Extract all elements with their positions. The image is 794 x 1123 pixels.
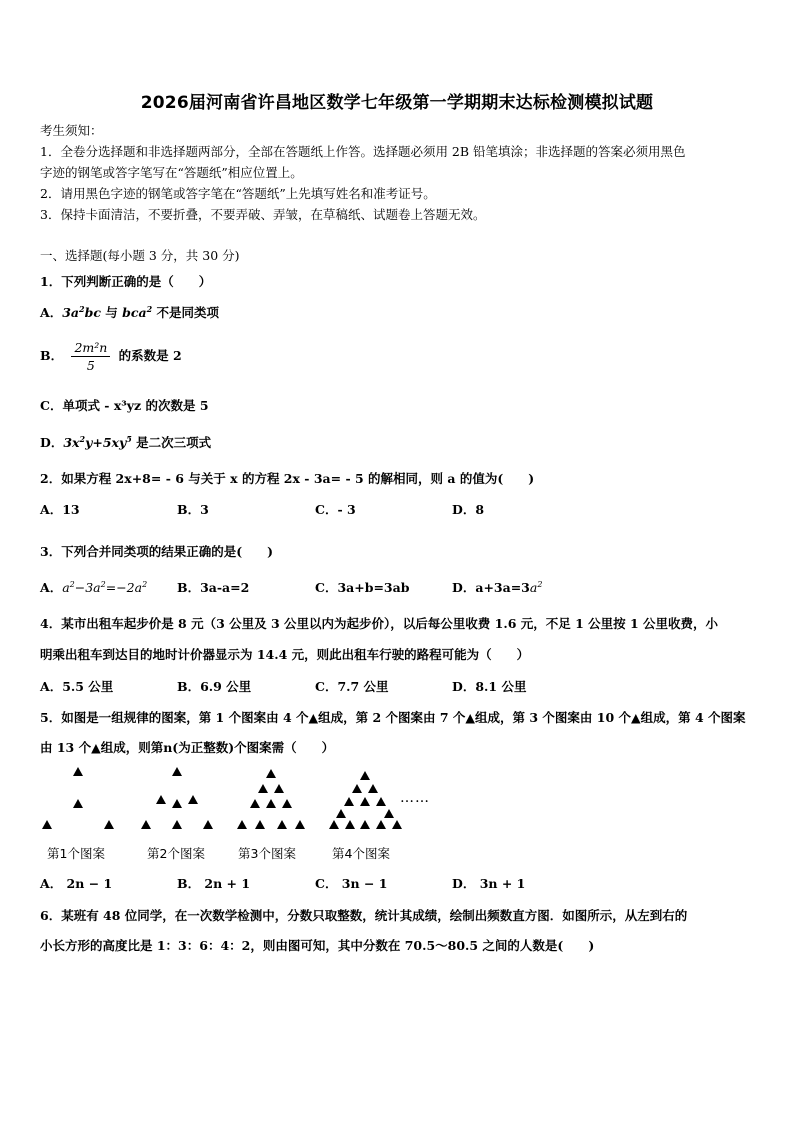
pattern-ellipsis: …… bbox=[400, 790, 430, 806]
triangle-icon bbox=[258, 784, 268, 793]
q2-option-c[interactable]: C．- 3 bbox=[315, 502, 356, 517]
q3-stem: 3．下列合并同类项的结果正确的是( ) bbox=[40, 544, 274, 559]
notice-item-1a: 1．全卷分选择题和非选择题两部分，全部在答题纸上作答。选择题必须用 2B 铅笔填涂；非选择题的答案必须用黑色 bbox=[40, 144, 686, 159]
q1-option-a[interactable]: A．$3a^2bc$ 与 bca$^2$ 不是同类项 bbox=[40, 303, 220, 320]
triangle-icon bbox=[42, 820, 52, 829]
q1-b-denominator: 5 bbox=[86, 358, 95, 373]
q3-a-tag: A． bbox=[40, 580, 63, 595]
q2-option-b[interactable]: B．3 bbox=[177, 502, 209, 517]
q1-a-text: 不是同类项 bbox=[152, 305, 220, 320]
triangle-icon bbox=[376, 797, 386, 806]
q3-option-a[interactable] bbox=[40, 578, 147, 596]
pattern-caption-4: 第4个图案 bbox=[332, 846, 390, 861]
q1-d-expr: $3x^2y+5xy^5$ bbox=[63, 433, 132, 450]
triangle-icon bbox=[352, 784, 362, 793]
q4-line-1: 4．某市出租车起步价是 8 元（3 公里及 3 公里以内为起步价），以后每公里收费 1.6 元，不足 1 公里按 1 公里收费，小 bbox=[40, 616, 719, 631]
q1-a-expr2: bca$^2$ bbox=[122, 303, 153, 320]
q1-d-text: 是二次三项式 bbox=[136, 435, 212, 450]
triangle-icon bbox=[104, 820, 114, 829]
q2-stem: 2．如果方程 2x+8= - 6 与关于 x 的方程 2x - 3a= - 5 的解相同，则 a 的值为( ) bbox=[40, 471, 535, 486]
q1-option-b[interactable] bbox=[40, 340, 182, 373]
triangle-icon bbox=[360, 797, 370, 806]
q1-b-fraction bbox=[71, 340, 110, 373]
triangle-icon bbox=[274, 784, 284, 793]
triangle-icon bbox=[295, 820, 305, 829]
q6-line-1: 6．某班有 48 位同学，在一次数学检测中，分数只取整数，统计其成绩，绘制出频数直方图．如图所示，从左到右的 bbox=[40, 908, 688, 923]
q3-d-expr: $a^2$ bbox=[529, 579, 543, 595]
q1-b-text: 的系数是 2 bbox=[118, 348, 182, 363]
q1-stem: 1．下列判断正确的是（ ） bbox=[40, 274, 212, 289]
q1-b-numerator: 2m²n bbox=[71, 340, 110, 357]
q1-option-d[interactable] bbox=[40, 433, 211, 451]
triangle-icon bbox=[250, 799, 260, 808]
triangle-icon bbox=[203, 820, 213, 829]
q5-option-d[interactable]: D． 3n + 1 bbox=[452, 876, 526, 891]
triangle-icon bbox=[384, 809, 394, 818]
pattern-caption-3: 第3个图案 bbox=[238, 846, 296, 861]
triangle-icon bbox=[329, 820, 339, 829]
triangle-icon bbox=[172, 799, 182, 808]
triangle-icon bbox=[344, 797, 354, 806]
triangle-icon bbox=[368, 784, 378, 793]
q4-option-c[interactable]: C．7.7 公里 bbox=[315, 679, 389, 694]
q5-option-b[interactable]: B． 2n + 1 bbox=[177, 876, 251, 891]
q3-option-c[interactable]: C．3a+b=3ab bbox=[315, 580, 410, 595]
triangle-icon bbox=[141, 820, 151, 829]
q5-line-2: 由 13 个▲组成，则第n(为正整数)个图案需（ ） bbox=[40, 740, 335, 755]
pattern-2 bbox=[141, 767, 213, 829]
triangle-icon bbox=[266, 799, 276, 808]
q1-c-tag: C． bbox=[40, 398, 63, 413]
pattern-4 bbox=[329, 771, 402, 829]
triangle-icon bbox=[282, 799, 292, 808]
triangle-icon bbox=[255, 820, 265, 829]
q4-option-d[interactable]: D．8.1 公里 bbox=[452, 679, 527, 694]
pattern-caption-2: 第2个图案 bbox=[147, 846, 205, 861]
q4-option-a[interactable]: A．5.5 公里 bbox=[40, 679, 114, 694]
pattern-3 bbox=[237, 769, 305, 829]
triangle-icon bbox=[188, 795, 198, 804]
triangle-icon bbox=[172, 820, 182, 829]
q3-a-expr: $a^2-3a^2=-2a^2$ bbox=[62, 579, 148, 595]
triangle-icon bbox=[73, 767, 83, 776]
notice-item-1b: 字迹的钢笔或答字笔写在“答题纸”相应位置上。 bbox=[40, 165, 303, 180]
q1-a-expr: $3a^2bc$ bbox=[62, 303, 101, 320]
q3-option-b[interactable]: B．3a-a=2 bbox=[177, 580, 250, 595]
q1-option-c[interactable] bbox=[40, 396, 209, 414]
q4-option-b[interactable]: B．6.9 公里 bbox=[177, 679, 252, 694]
q2-option-d[interactable]: D．8 bbox=[452, 502, 485, 517]
triangle-icon bbox=[73, 799, 83, 808]
q4-line-2: 明乘出租车到达目的地时计价器显示为 14.4 元，则此出租车行驶的路程可能为（ ） bbox=[40, 647, 530, 662]
pattern-1 bbox=[42, 767, 114, 829]
triangle-icon bbox=[237, 820, 247, 829]
triangle-icon bbox=[360, 771, 370, 780]
triangle-icon bbox=[392, 820, 402, 829]
q5-option-a[interactable]: A． 2n − 1 bbox=[40, 876, 113, 891]
notice-item-2: 2．请用黑色字迹的钢笔或答字笔在“答题纸”上先填写姓名和准考证号。 bbox=[40, 186, 436, 201]
q3-d-tag: D．a+3a=3 bbox=[452, 580, 530, 595]
q1-d-tag: D． bbox=[40, 435, 64, 450]
notice-heading: 考生须知： bbox=[40, 123, 103, 138]
q5-line-1: 5．如图是一组规律的图案，第 1 个图案由 4 个▲组成，第 2 个图案由 7 个▲组成，第 3 个图案由 10 个▲组成，第 4 个图案 bbox=[40, 710, 746, 725]
triangle-icon bbox=[360, 820, 370, 829]
q3-option-d[interactable] bbox=[452, 578, 542, 596]
triangle-icon bbox=[266, 769, 276, 778]
section-heading: 一、选择题(每小题 3 分，共 30 分) bbox=[40, 248, 240, 263]
pattern-caption-1: 第1个图案 bbox=[47, 846, 105, 861]
triangle-icon bbox=[277, 820, 287, 829]
q5-option-c[interactable]: C． 3n − 1 bbox=[315, 876, 388, 891]
notice-item-3: 3．保持卡面清洁，不要折叠，不要弄破、弄皱，在草稿纸、试题卷上答题无效。 bbox=[40, 207, 486, 222]
triangle-icon bbox=[345, 820, 355, 829]
q1-a-tag: A． bbox=[40, 305, 63, 320]
triangle-icon bbox=[336, 809, 346, 818]
triangle-icon bbox=[376, 820, 386, 829]
q1-b-tag: B． bbox=[40, 348, 64, 363]
q6-line-2: 小长方形的高度比是 1：3：6：4：2，则由图可知，其中分数在 70.5～80.5 之间的人数是( ) bbox=[40, 938, 595, 953]
page-title: 2026届河南省许昌地区数学七年级第一学期期末达标检测模拟试题 bbox=[140, 93, 654, 113]
triangle-icon bbox=[156, 795, 166, 804]
q1-c-text: 单项式 - x³yz 的次数是 5 bbox=[62, 398, 209, 413]
triangle-icon bbox=[172, 767, 182, 776]
q2-option-a[interactable]: A．13 bbox=[40, 502, 80, 517]
